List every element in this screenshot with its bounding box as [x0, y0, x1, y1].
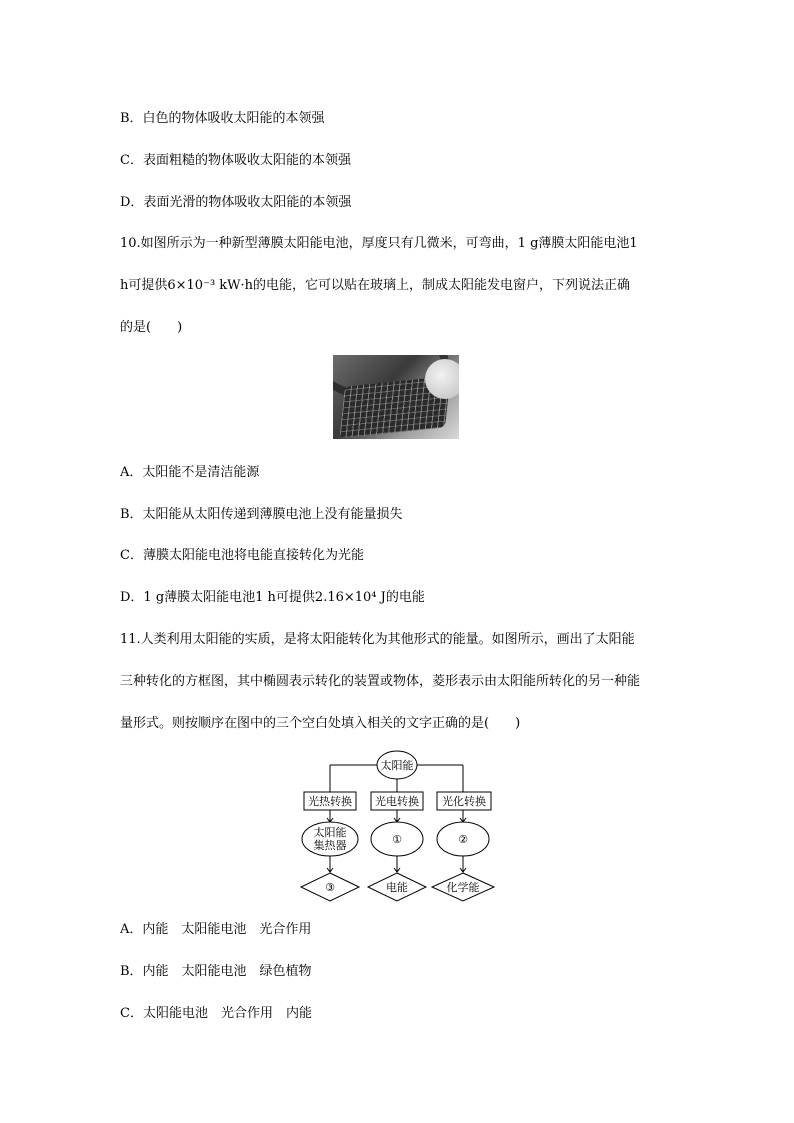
q10-option-d: D．1 g薄膜太阳能电池1 h可提供2.16×10⁴ J的电能: [120, 590, 425, 605]
diamond-label-3: ③: [325, 881, 335, 894]
ellipse-label-line2: 集热器: [313, 839, 347, 852]
q11-stem-line3: 量形式。则按顺序在图中的三个空白处填入相关的文字正确的是( ): [120, 716, 521, 731]
box-label-photoelectric: 光电转换: [375, 795, 419, 808]
root-label: 太阳能: [380, 759, 414, 772]
q11-stem-line2: 三种转化的方框图，其中椭圆表示转化的装置或物体，菱形表示由太阳能所转化的另一种能: [120, 674, 641, 689]
q9-option-c: C．表面粗糙的物体吸收太阳能的本领强: [120, 153, 351, 168]
q9-option-b: B．白色的物体吸收太阳能的本领强: [120, 111, 325, 126]
q11-option-c: C．太阳能电池 光合作用 内能: [120, 1006, 312, 1021]
q11-option-a: A．内能 太阳能电池 光合作用: [120, 922, 312, 937]
ellipse-label-line1: 太阳能: [313, 826, 347, 839]
q10-stem-line1: 10.如图所示为一种新型薄膜太阳能电池，厚度只有几微米，可弯曲，1 g薄膜太阳能电池1: [120, 236, 638, 251]
q10-option-c: C．薄膜太阳能电池将电能直接转化为光能: [120, 548, 364, 563]
diamond-label-chemical: 化学能: [446, 881, 480, 894]
q11-stem-line1: 11.人类利用太阳能的实质，是将太阳能转化为其他形式的能量。如图所示，画出了太阳能: [120, 632, 635, 647]
q10-stem-line3: 的是( ): [120, 320, 183, 335]
q10-stem-line2: h可提供6×10⁻³ kW·h的电能，它可以贴在玻璃上，制成太阳能发电窗户，下列说法正确: [120, 278, 631, 293]
q11-option-b: B．内能 太阳能电池 绿色植物: [120, 964, 312, 979]
diamond-label-electric: 电能: [386, 881, 408, 894]
q10-option-a: A．太阳能不是清洁能源: [120, 465, 260, 480]
ellipse-label-1: ①: [392, 833, 402, 846]
box-label-photochemical: 光化转换: [442, 795, 486, 808]
q9-option-d: D．表面光滑的物体吸收太阳能的本领强: [120, 195, 352, 210]
ellipse-label-2: ②: [458, 833, 468, 846]
box-label-photothermal: 光热转换: [308, 795, 352, 808]
q10-option-b: B．太阳能从太阳传递到薄膜电池上没有能量损失: [120, 507, 403, 522]
